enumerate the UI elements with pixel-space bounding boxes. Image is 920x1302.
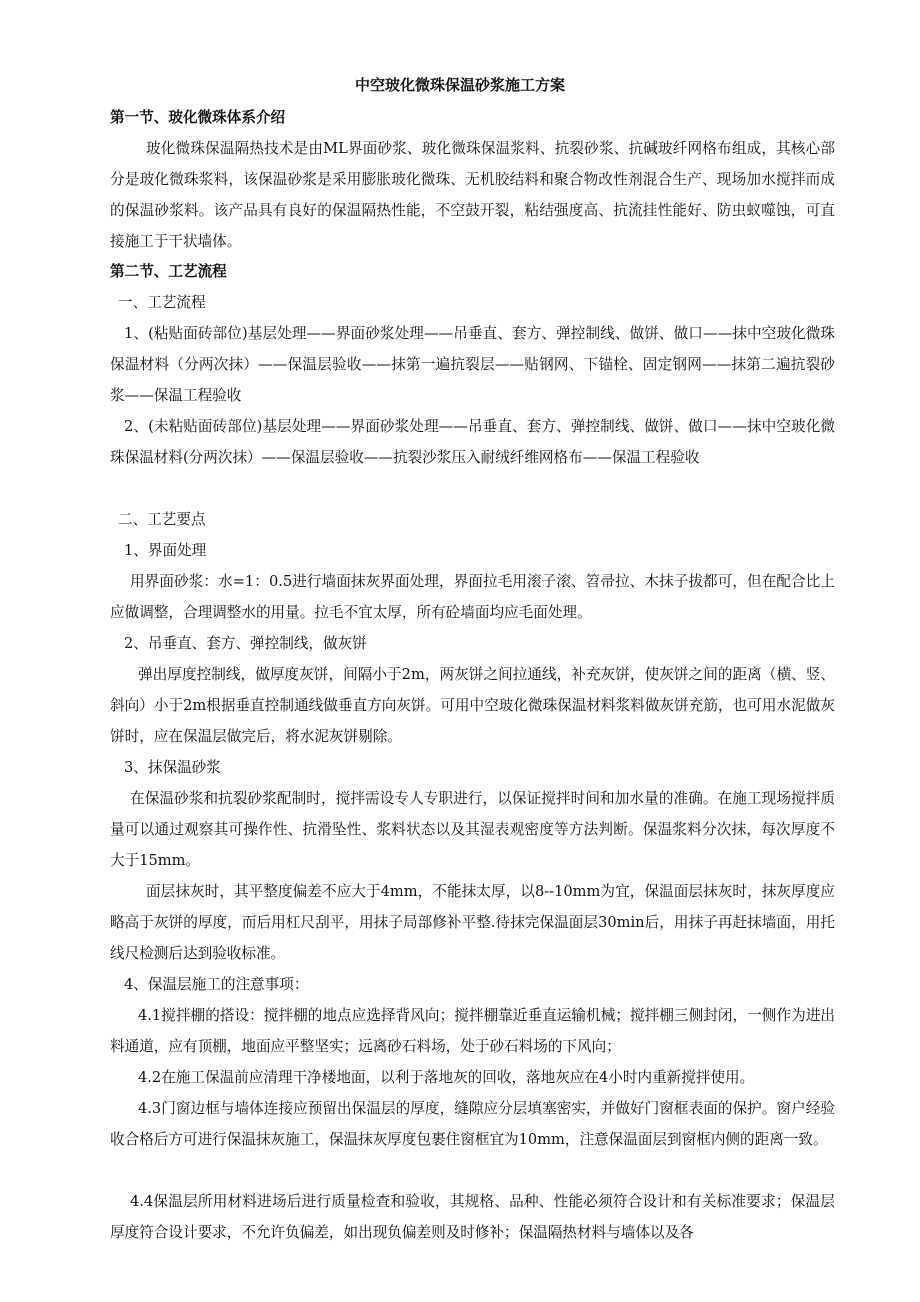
point-4-1: 4.1搅拌棚的搭设：搅拌棚的地点应选择背风向；搅拌棚靠近垂直运输机械；搅拌棚三侧封闭，一侧作为进出料通道，应有顶棚，地面应平整坚实；远离砂石料场，处于砂石料场的下风向； <box>110 1007 835 1055</box>
point-2-text: 弹出厚度控制线，做厚度灰饼，间隔小于2m，两灰饼之间拉通线，补充灰饼，使灰饼之间的距离（横、竖、斜向）小于2m根据垂直控制通线做垂直方向灰饼。可用中空玻化微珠保温材料浆料做灰饼充筋，也可用水泥做灰饼时，应在保温层做完后，将水泥灰饼剔除。 <box>110 666 835 745</box>
point-4-title: 4、保温层施工的注意事项： <box>124 976 309 993</box>
section1-heading: 第一节、玻化微珠体系介绍 <box>110 109 286 126</box>
document-title: 中空玻化微珠保温砂浆施工方案 <box>354 76 565 94</box>
point-4-2: 4.2在施工保温前应清理干净楼地面，以利于落地灰的回收，落地灰应在4小时内重新搅拌使用。 <box>138 1069 755 1086</box>
point-1-text: 用界面砂浆：水=1：0.5进行墙面抹灰界面处理，界面拉毛用滚子滚、笤帚拉、木抹子拔都可，但在配合比上应做调整，合理调整水的用量。拉毛不宜太厚，所有砼墙面均应毛面处理。 <box>110 573 835 621</box>
point-3-title: 3、抹保温砂浆 <box>124 759 221 776</box>
point-4-4: 4.4保温层所用材料进场后进行质量检查和验收，其规格、品种、性能必须符合设计和有关标准要求；保温层厚度符合设计要求，不允许负偏差，如出现负偏差则及时修补；保温隔热材料与墙体以及各 <box>110 1193 835 1241</box>
subheading-key-points: 二、工艺要点 <box>118 511 206 528</box>
point-3-text-1: 在保温砂浆和抗裂砂浆配制时，搅拌需设专人专职进行，以保证搅拌时间和加水量的准确。在施工现场搅拌质量可以通过观察其可操作性、抗滑坠性、浆料状态以及其湿表观密度等方法判断。保温浆料分次抹，每次厚度不大于15mm。 <box>110 790 835 869</box>
point-1-title: 1、界面处理 <box>124 542 207 559</box>
point-2-title: 2、吊垂直、套方、弹控制线，做灰饼 <box>124 635 367 652</box>
section2-heading: 第二节、工艺流程 <box>110 263 227 280</box>
subheading-process-flow: 一、工艺流程 <box>118 294 206 311</box>
point-3-text-2: 面层抹灰时，其平整度偏差不应大于4mm，不能抹太厚，以8--10mm为宜，保温面层抹灰时，抹灰厚度应略高于灰饼的厚度，而后用杠尺刮平，用抹子局部修补平整.待抹完保温面层30min后，用抹子再赶抹墙面，用托线尺检测后达到验收标准。 <box>110 883 835 962</box>
point-4-3: 4.3门窗边框与墙体连接应预留出保温层的厚度，缝隙应分层填塞密实，并做好门窗框表面的保护。窗户经验收合格后方可进行保温抹灰施工，保温抹灰厚度包裹住窗框宜为10mm，注意保温面层到窗框内侧的距离一致。 <box>110 1100 835 1148</box>
section1-paragraph: 玻化微珠保温隔热技术是由ML界面砂浆、玻化微珠保温浆料、抗裂砂浆、抗碱玻纤网格布组成，其核心部分是玻化微珠浆料，该保温砂浆是采用膨胀玻化微珠、无机胶结料和聚合物改性剂混合生产、现场加水搅拌而成的保温砂浆料。该产品具有良好的保温隔热性能，不空鼓开裂，粘结强度高、抗流挂性能好、防虫蚁噬蚀，可直接施工于干状墙体。 <box>110 140 835 250</box>
flow-item-2: 2、(未粘贴面砖部位)基层处理——界面砂浆处理——吊垂直、套方、弹控制线、做饼、做口——抹中空玻化微珠保温材料(分两次抹）——保温层验收——抗裂沙浆压入耐绒纤维网格布——保温工程验收 <box>110 418 835 466</box>
flow-item-1: 1、(粘贴面砖部位)基层处理——界面砂浆处理——吊垂直、套方、弹控制线、做饼、做口——抹中空玻化微珠保温材料（分两次抹）——保温层验收——抹第一遍抗裂层——贴钢网、下锚栓、固定钢网——抹第二遍抗裂砂浆——保温工程验收 <box>110 325 835 404</box>
